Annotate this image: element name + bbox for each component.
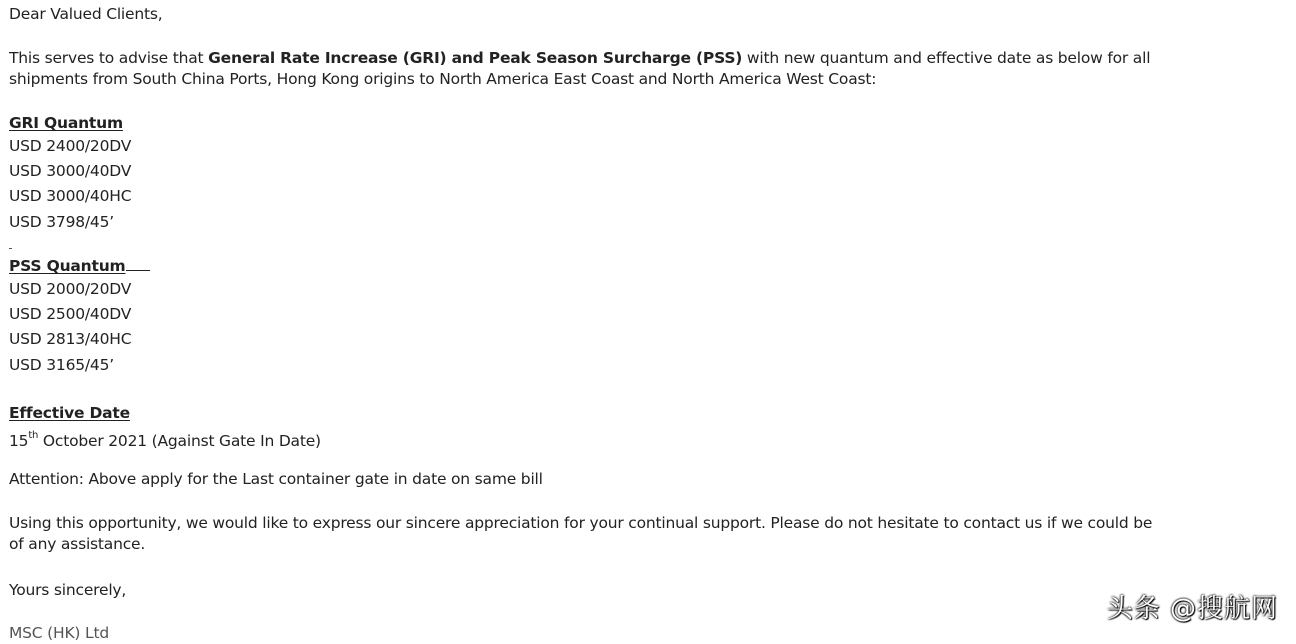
signature: MSC (HK) Ltd <box>9 624 109 642</box>
pss-item: USD 2813/40HC <box>9 330 132 348</box>
pss-item: USD 3165/45’ <box>9 356 114 374</box>
closing: Yours sincerely, <box>9 581 127 599</box>
intro-text-before: This serves to advise that <box>9 49 209 67</box>
effective-date <box>9 431 321 451</box>
gri-item: USD 3000/40HC <box>9 187 132 205</box>
effective-date-rest: October 2021 (Against Gate In Date) <box>38 432 321 450</box>
intro-line-1 <box>9 48 1150 68</box>
pss-item: USD 2000/20DV <box>9 280 132 298</box>
underline-extension <box>126 256 150 271</box>
intro-bold-text: General Rate Increase (GRI) and Peak Season Surcharge (PSS) <box>208 49 743 67</box>
greeting: Dear Valued Clients, <box>9 5 163 23</box>
watermark: 头条 @搜航网 <box>1106 594 1278 624</box>
intro-text-after: with new quantum and effective date as below for all <box>742 49 1151 67</box>
attention-note: Attention: Above apply for the Last container gate in date on same bill <box>9 470 543 488</box>
gri-item: USD 3798/45’ <box>9 213 114 231</box>
intro-line-2: shipments from South China Ports, Hong Kong origins to North America East Coast and North America West Coast: <box>9 70 877 88</box>
effective-day-suffix: th <box>28 429 39 441</box>
pss-item: USD 2500/40DV <box>9 305 132 323</box>
effective-date-heading: Effective Date <box>9 404 130 422</box>
pss-heading-row <box>9 256 150 276</box>
effective-day: 15 <box>9 432 29 450</box>
appreciation-line-1: Using this opportunity, we would like to express our sincere appreciation for your continual support. Please do not hesitate to contact us if we could be <box>9 514 1153 532</box>
appreciation-line-2: of any assistance. <box>9 535 146 553</box>
pss-heading: PSS Quantum <box>9 257 126 275</box>
stray-mark <box>9 248 12 249</box>
gri-item: USD 2400/20DV <box>9 137 132 155</box>
gri-heading: GRI Quantum <box>9 114 123 132</box>
gri-item: USD 3000/40DV <box>9 162 132 180</box>
